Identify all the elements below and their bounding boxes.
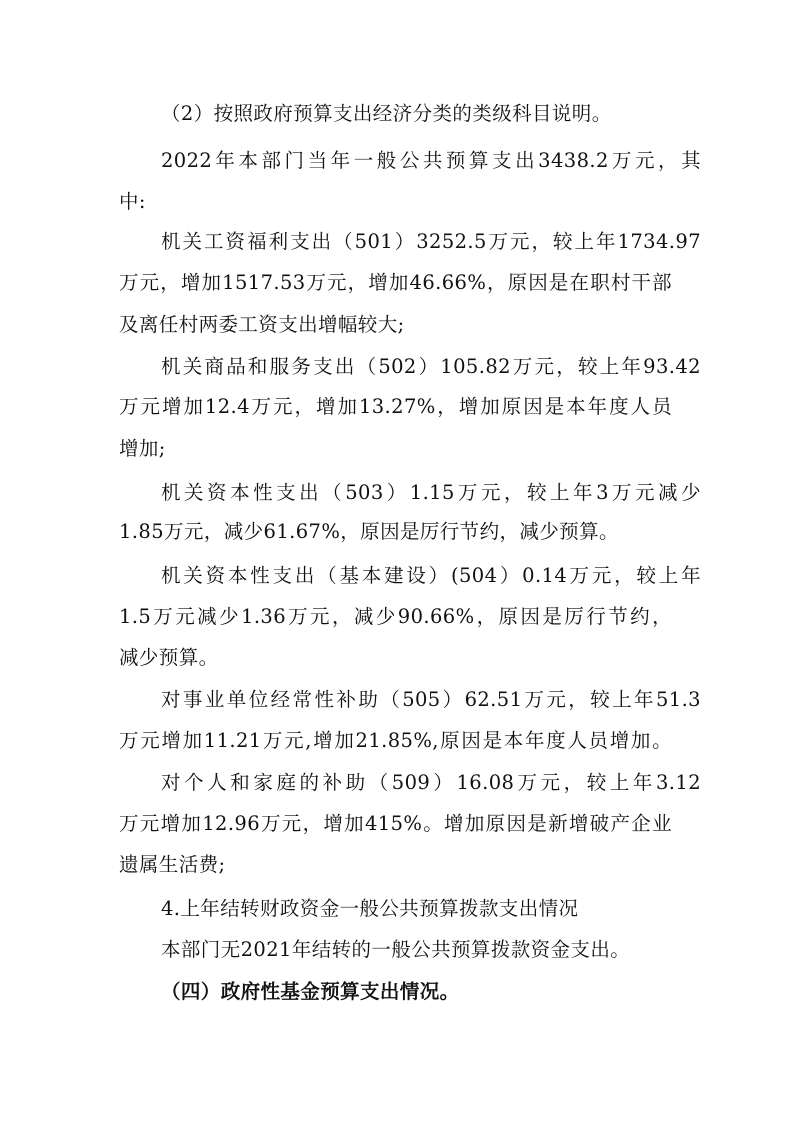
paragraph-line: 万元增加12.96万元，增加415%。增加原因是新增破产企业 bbox=[119, 812, 672, 835]
paragraph-line: 万元，增加1517.53万元，增加46.66%，原因是在职村干部 bbox=[119, 271, 672, 294]
paragraph-line: 本部门无2021年结转的一般公共预算拨款资金支出。 bbox=[161, 938, 631, 961]
paragraph-line: 1.85万元，减少61.67%，原因是厉行节约，减少预算。 bbox=[119, 520, 619, 543]
paragraph-line: 机关工资福利支出（501）3252.5万元，较上年1734.97 bbox=[161, 230, 701, 253]
paragraph-line: 对个人和家庭的补助（509）16.08万元，较上年3.12 bbox=[161, 771, 701, 794]
paragraph-line: 万元增加12.4万元，增加13.27%，增加原因是本年度人员 bbox=[119, 395, 672, 418]
paragraph-line: 遗属生活费; bbox=[119, 853, 226, 876]
paragraph-line: 中: bbox=[119, 190, 146, 213]
paragraph-line: 1.5万元减少1.36万元，减少90.66%，原因是厉行节约， bbox=[119, 605, 672, 628]
paragraph-line: 减少预算。 bbox=[119, 646, 219, 669]
paragraph-line: 2022年本部门当年一般公共预算支出3438.2万元，其 bbox=[161, 149, 701, 172]
paragraph-line: 增加; bbox=[119, 437, 166, 460]
section-heading: 4.上年结转财政资金一般公共预算拨款支出情况 bbox=[161, 897, 579, 920]
paragraph-line: （2）按照政府预算支出经济分类的类级科目说明。 bbox=[161, 102, 612, 125]
paragraph-line: 及离任村两委工资支出增幅较大; bbox=[119, 313, 405, 336]
paragraph-line: 机关资本性支出（基本建设）(504）0.14万元，较上年 bbox=[161, 564, 701, 587]
paragraph-line: 对事业单位经常性补助（505）62.51万元，较上年51.3 bbox=[161, 688, 701, 711]
paragraph-line: 机关商品和服务支出（502）105.82万元，较上年93.42 bbox=[161, 355, 701, 378]
paragraph-line: 机关资本性支出（503）1.15万元，较上年3万元减少 bbox=[161, 481, 701, 504]
paragraph-line: 万元增加11.21万元,增加21.85%,原因是本年度人员增加。 bbox=[119, 729, 672, 752]
section-heading: （四）政府性基金预算支出情况。 bbox=[161, 980, 460, 1003]
